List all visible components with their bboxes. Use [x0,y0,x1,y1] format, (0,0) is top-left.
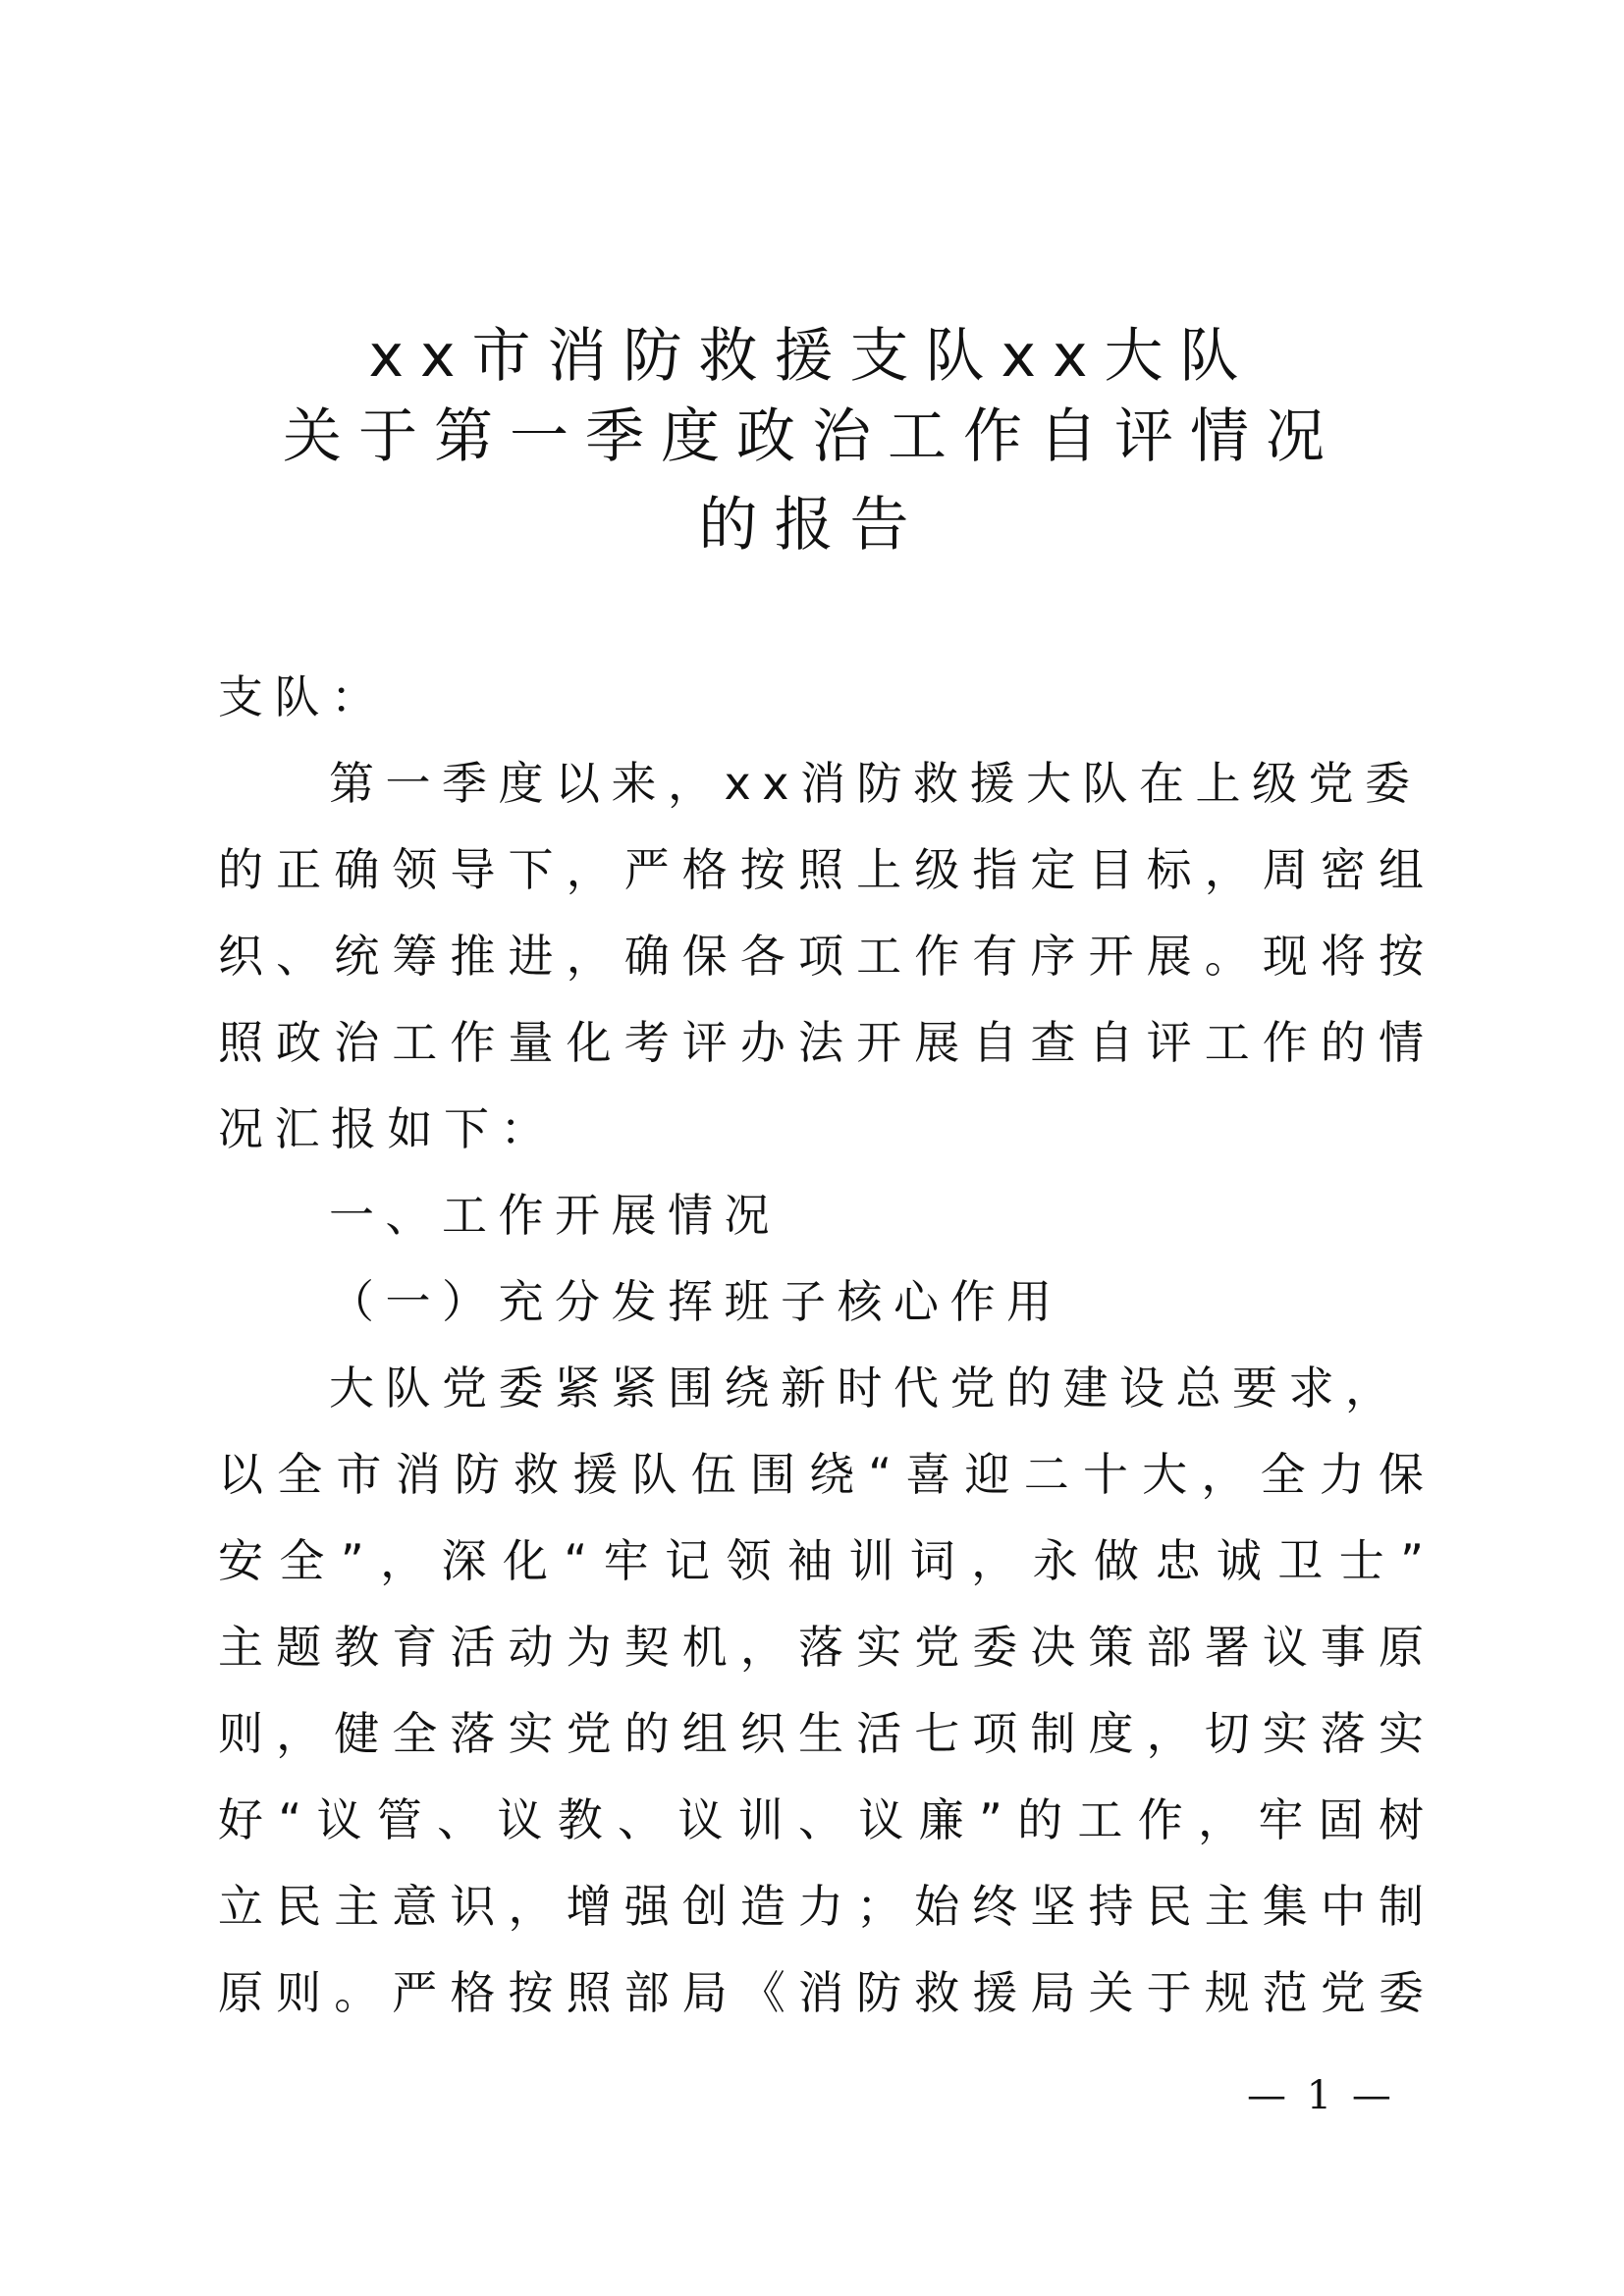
body-line: 照政治工作量化考评办法开展自查自评工作的情 [218,1016,1424,1069]
body-line: 主题教育活动为契机，落实党委决策部署议事原 [218,1621,1424,1674]
body-line: 织、统筹推进，确保各项工作有序开展。现将按 [218,930,1424,983]
body-line: 立民主意识，增强创造力；始终坚持民主集中制 [218,1880,1424,1933]
body-line: 大队党委紧紧围绕新时代党的建设总要求， [329,1362,1402,1415]
section-heading: 一、工作开展情况 [329,1189,781,1242]
body-line: 则，健全落实党的组织生活七项制度，切实落实 [218,1707,1424,1760]
title-line-2: 关于第一季度政治工作自评情况 [283,402,1341,471]
body-line: 好“议管、议教、议训、议廉”的工作，牢固树 [218,1793,1424,1846]
salutation: 支队： [218,670,388,723]
body-line: 安全”，深化“牢记领袖训词，永做忠诚卫士” [218,1534,1424,1587]
body-line: 况汇报如下： [218,1102,557,1155]
body-line: 的正确领导下，严格按照上级指定目标，周密组 [218,843,1424,896]
body-line: 第一季度以来，xx消防救援大队在上级党委 [329,757,1422,810]
subsection-heading: （一）充分发挥班子核心作用 [329,1275,1063,1328]
title-line-1: xx市消防救援支队xx大队 [368,322,1256,391]
page-number: — 1 — [1247,2073,1395,2118]
body-line: 原则。严格按照部局《消防救援局关于规范党委 [218,1966,1424,2019]
body-line: 以全市消防救援队伍围绕“喜迎二十大，全力保 [218,1448,1424,1501]
title-line-3: 的报告 [698,491,926,560]
